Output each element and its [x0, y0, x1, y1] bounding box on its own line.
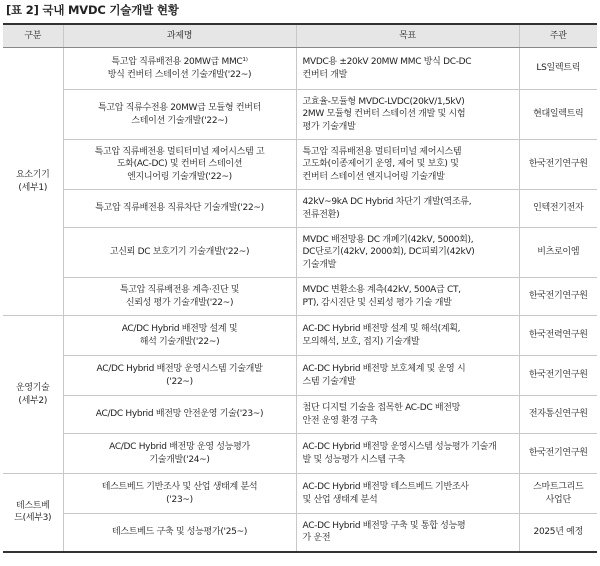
- org-cell: 한국전기연구원: [519, 278, 597, 316]
- goal-cell: AC-DC Hybrid 배전망 운영시스템 성능평가 기술개 발 및 성능평가 시스템 구축: [296, 434, 519, 474]
- header-category: 구분: [3, 24, 63, 48]
- goal-cell: AC-DC Hybrid 배전망 보호체계 및 운영 시 스템 기술개발: [296, 356, 519, 396]
- org-cell: 인텍전기전자: [519, 190, 597, 228]
- task-cell: 특고압 직류배전용 멀티터미널 제어시스템 고 도화(AC-DC) 및 컨버터 스테이션 엔지니어링 기술개발('22~): [63, 140, 296, 190]
- table-row: [3, 396, 597, 434]
- org-cell: 전자통신연구원: [519, 396, 597, 434]
- task-cell: 특고압 직류배전용 직류차단 기술개발('22~): [63, 190, 296, 228]
- task-cell: AC/DC Hybrid 배전망 운영 성능평가 기술개발('24~): [63, 434, 296, 474]
- table-row: [3, 90, 597, 140]
- task-cell: 특고압 직류수전용 20MW급 모듈형 컨버터 스테이션 기술개발('22~): [63, 90, 296, 140]
- goal-cell: AC-DC Hybrid 배전망 테스트베드 기반조사 및 산업 생태계 분석: [296, 474, 519, 514]
- task-cell: AC/DC Hybrid 배전망 운영시스템 기술개발 ('22~): [63, 356, 296, 396]
- goal-cell: AC-DC Hybrid 배전망 구축 및 통합 성능평 가 운전: [296, 514, 519, 552]
- task-cell: AC/DC Hybrid 배전망 설계 및 해석 기술개발('22~): [63, 316, 296, 356]
- org-cell: 비츠로이엠: [519, 228, 597, 278]
- org-cell: 한국전기연구원: [519, 434, 597, 474]
- org-cell: 2025년 예정: [519, 514, 597, 552]
- header-row: [3, 24, 597, 48]
- org-cell: 한국전기연구원: [519, 356, 597, 396]
- org-cell: LS일렉트릭: [519, 48, 597, 90]
- task-cell: 테스트베드 기반조사 및 산업 생태계 분석 ('23~): [63, 474, 296, 514]
- org-cell: 한국전기연구원: [519, 140, 597, 190]
- table-row: [3, 316, 597, 356]
- group-label: 테스트베 드(세부3): [3, 474, 63, 552]
- org-cell: 스마트그리드 사업단: [519, 474, 597, 514]
- table-row: [3, 48, 597, 90]
- mvdc-table: [3, 23, 597, 553]
- task-cell: 특고압 직류배전용 20MW급 MMC¹⁾ 방식 컨버터 스테이션 기술개발('22~): [63, 48, 296, 90]
- group-label: 운영기술 (세부2): [3, 316, 63, 474]
- table-row: [3, 514, 597, 552]
- goal-cell: 특고압 직류배전용 멀티터미널 제어시스템 고도화(이종제어기 운영, 제어 및 보호) 및 컨버터 스테이션 엔지니어링 기술개발: [296, 140, 519, 190]
- task-cell: 테스트베드 구축 및 성능평가('25~): [63, 514, 296, 552]
- table-row: [3, 140, 597, 190]
- table-row: [3, 356, 597, 396]
- goal-cell: MVDC 변환소용 계측(42kV, 500A급 CT, PT), 감시진단 및 신뢰성 평가 기술 개발: [296, 278, 519, 316]
- org-cell: 한국전력연구원: [519, 316, 597, 356]
- table-caption: [표 2] 국내 MVDC 기술개발 현황: [6, 3, 179, 17]
- goal-cell: MVDC 배전망용 DC 개폐기(42kV, 5000회), DC단로기(42kV, 2000회), DC피뢰기(42kV) 기술개발: [296, 228, 519, 278]
- header-org: 주관: [519, 24, 597, 48]
- goal-cell: 첨단 디지털 기술을 접목한 AC-DC 배전망 안전 운영 환경 구축: [296, 396, 519, 434]
- task-cell: 특고압 직류배전용 계측·진단 및 신뢰성 평가 기술개발('22~): [63, 278, 296, 316]
- group-label: 요소기기 (세부1): [3, 48, 63, 316]
- table-row: [3, 474, 597, 514]
- table-row: [3, 228, 597, 278]
- table-row: [3, 434, 597, 474]
- header-goal: 목표: [296, 24, 519, 48]
- header-task: 과제명: [63, 24, 296, 48]
- org-cell: 현대일렉트릭: [519, 90, 597, 140]
- task-cell: AC/DC Hybrid 배전망 안전운영 기술('23~): [63, 396, 296, 434]
- table-row: [3, 190, 597, 228]
- goal-cell: 42kV~9kA DC Hybrid 차단기 개발(역조류, 전류전환): [296, 190, 519, 228]
- goal-cell: AC-DC Hybrid 배전망 설계 및 해석(계획, 모의해석, 보호, 접지) 기술개발: [296, 316, 519, 356]
- goal-cell: 고효율-모듈형 MVDC-LVDC(20kV/1,5kV) 2MW 모듈형 컨버터 스테이션 개발 및 시험 평가 기술개발: [296, 90, 519, 140]
- goal-cell: MVDC용 ±20kV 20MW MMC 방식 DC-DC 컨버터 개발: [296, 48, 519, 90]
- task-cell: 고신뢰 DC 보호기기 기술개발('22~): [63, 228, 296, 278]
- table-row: [3, 278, 597, 316]
